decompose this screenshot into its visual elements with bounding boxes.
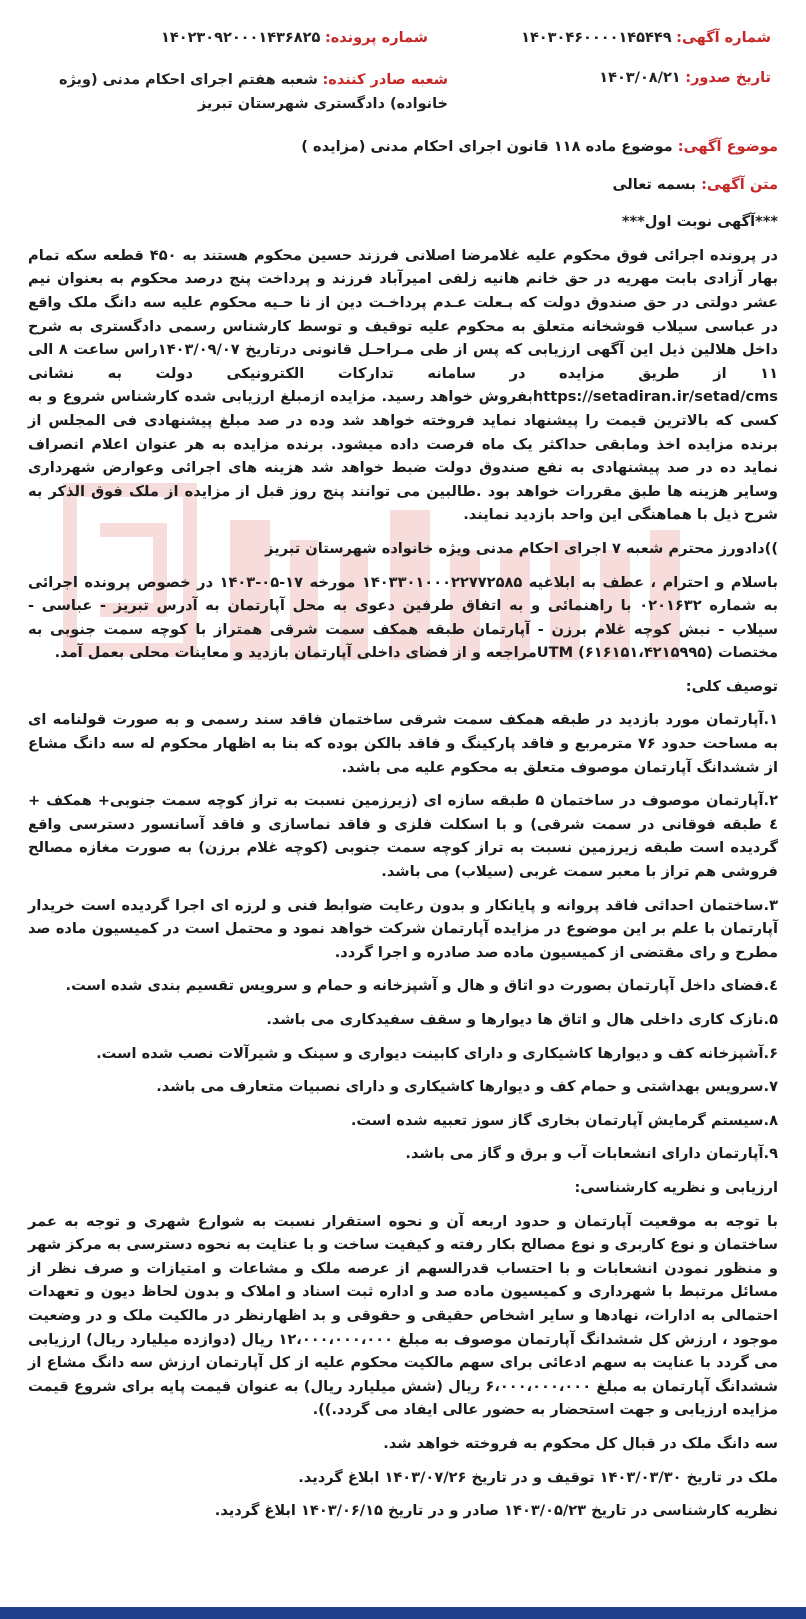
- issue-date-label: تاریخ صدور:: [685, 70, 771, 86]
- issue-date-row: [599, 70, 771, 86]
- description-item: ۸.سیستم گرمایش آپارتمان بخاری گاز سوز تعبیه شده است.: [350, 1111, 778, 1129]
- subject-value: موضوع ماده ۱۱۸ قانون اجرای احکام مدنی (مزایده ): [301, 138, 673, 155]
- intro-text-2: بفروش خواهد رسید. مزایده ازمبلغ ارزیابی شده کارشناس شروع و به کسی که بالاترین قیمت را پیشنهاد نماید فروخته خواهد شد وده در صد مبلغ پیشنهادی فی المجلس از برنده مزایده اخذ ومابقی حداکثر یک ماه فرصت داده میشود. برنده مزایده به هر عنوان اعلام انصراف نماید ده در صد پیشنهادی به نفع صندوق دولت ضبط خواهد شد هزینه های اجرائی وعوارض شهرداری وسایر هزینه ها طبق مقررات خواهد بود .طالبین می توانند پنج روز قبل از مزایده از ملک فوق الذکر به شرح ذیل با هماهنگی این واحد بازدید نمایند.: [28, 388, 778, 524]
- case-number-row: [161, 30, 428, 46]
- closing-line: ملک در تاریخ ۱۴۰۳/۰۳/۳۰ توقیف و در تاریخ ۱۴۰۳/۰۷/۲۶ ابلاغ گردید.: [298, 1468, 778, 1486]
- intro-url: https://setadiran.ir/setad/cms: [532, 388, 778, 406]
- notice-number-row: [521, 30, 771, 46]
- intro-text: در پرونده اجرائی فوق محکوم علیه غلامرضا اصلانی فرزند حسین محکوم هستند به ۴۵۰ قطعه سکه تمام بهار آزادی بابت مهریه در حق خانم هانیه زلفی امیرآباد فرزند و پرداخت پنج درصد محکوم به بعنوان نیم عشر دولتی در حق صندوق دولت که بـعلت عـدم پرداخـت دین از نا حـیه محکوم علیه سه دانگ ملک واقع در عباسی سیلاب قوشخانه متعلق به محکوم علیه توقیف و توسط کارشناس رسمی دادگستری به شرح داخل هلالین ذیل این آگهی ارزیابی که پس از طی مـراحـل قانونی درتاریخ ۱۴۰۳/۰۹/۰۷راس ساعت ۸ الی ۱۱ از طریق مزایده در سامانه تدارکات الکترونیکی دولت به نشانی: [28, 246, 779, 382]
- case-number: ۱۴۰۲۳۰۹۲۰۰۰۱۴۳۶۸۲۵: [161, 30, 321, 46]
- description-item: ۳.ساختمان احداثی فاقد پروانه و پایانکار و بدون رعایت ضوابط فنی و لرزه ای اجرا گردیده است خریدار آپارتمان با علم بر این موضوع در مزایده آپارتمان شرکت خواهد نمود و محتمل است در کمیسیون ماده صد مطرح و رای مقتضی از کمیسیون ماده صد صادره و اجرا گردد.: [28, 896, 778, 961]
- description-item: ۶.آشپزخانه کف و دیوارها کاشیکاری و دارای کابینت دیواری و سینک و شیرآلات نصب شده است.: [96, 1044, 778, 1062]
- description-item: ۷.سرویس بهداشتی و حمام کف و دیوارها کاشیکاری و دارای نصبیات متعارف می باشد.: [156, 1078, 778, 1096]
- evaluation-title: ارزیابی و نظریه کارشناسی:: [574, 1178, 778, 1196]
- description-item: ۱.آپارتمان مورد بازدید در طبقه همکف سمت شرقی ساختمان فاقد سند رسمی و به صورت قولنامه ای به مساحت حدود ۷۶ مترمربع و فاقد پارکینگ و فاقد بالکن بوده که بنا به اظهار محکوم له سه دانگ مشاع از ششدانگ آپارتمان موصوف متعلق به محکوم علیه می باشد.: [28, 711, 778, 776]
- subject-row: [28, 135, 778, 159]
- intro-paragraph: [28, 244, 778, 527]
- issuing-branch-label: شعبه صادر کننده:: [322, 72, 448, 88]
- text-header-value: بسمه تعالی: [612, 175, 696, 193]
- description-item: ٤.فضای داخل آپارتمان بصورت دو اتاق و هال و آشپزخانه و حمام و سرویس تقسیم بندی شده است.: [65, 977, 778, 995]
- closing-line: سه دانگ ملک در قبال کل محکوم به فروخته خواهد شد.: [383, 1434, 778, 1452]
- notice-number: ۱۴۰۳۰۴۶۰۰۰۰۱۴۵۴۴۹: [521, 30, 672, 46]
- case-number-label: شماره پرونده:: [324, 30, 428, 46]
- text-header-label: متن آگهی:: [701, 175, 778, 193]
- description-item: ۵.نازک کاری داخلی هال و اتاق ها دیوارها و سقف سفیدکاری می باشد.: [266, 1011, 778, 1028]
- closing-line: نظریه کارشناسی در تاریخ ۱۴۰۳/۰۵/۲۳ صادر و در تاریخ ۱۴۰۳/۰۶/۱۵ ابلاغ گردید.: [214, 1502, 778, 1520]
- text-header-row: [28, 173, 778, 197]
- issuing-branch-row: [48, 68, 448, 116]
- notice-number-label: شماره آگهی:: [676, 30, 771, 46]
- greeting-paragraph: باسلام و احترام ، عطف به ابلاغیه ۱۴۰۳۳۰۱۰۰۰۲۲۷۷۲۵۸۵ مورخه ۱۷-۰۵-۱۴۰۳ در خصوص پرونده اجرائی به شماره ۰۲۰۱۶۳۲ با راهنمائی و به اتفاق طرفین دعوی به محل آپارتمان به آدرس تبریز - عباسی - سیلاب - نبش کوچه غلام برزن - آپارتمان طبقه همکف سمت شرقی همتراز با کوچه سمت جنوبی به مختصات (۶۱۶۱۵۱،۴۲۱۵۹۹۵) UTMمراجعه و از فضای داخلی آپارتمان بازدید و معاینات محلی بعمل آمد.: [28, 573, 778, 662]
- subject-label: موضوع آگهی:: [677, 138, 778, 155]
- issuing-branch: شعبه هفتم اجرای احکام مدنی (ویژه خانواده) دادگستری شهرستان تبریز: [58, 72, 448, 112]
- notice-content: [28, 135, 778, 1533]
- description-item: ۲.آپارتمان موصوف در ساختمان ۵ طبقه سازه ای (زیرزمین نسبت به تراز کوچه سمت جنوبی+ همکف + ٤ طبقه فوقانی در سمت شرقی) و با اسکلت فلزی و فاقد نماسازی و فاقد آسانسور دسترسی واقع گردیده است طبقه زیرزمین نسبت به تراز کوچه سمت جنوبی (کوچه غلام برزن) به صورت مغازه مصالح فروشی هم تراز با معبر سمت غربی (سیلاب) می باشد.: [28, 792, 778, 881]
- description-item: ۹.آپارتمان دارای انشعابات آب و برق و گاز می باشد.: [405, 1145, 778, 1163]
- evaluation-paragraph: با توجه به موقعیت آپارتمان و حدود اربعه آن و نحوه استقرار نسبت به شوارع شهری و توجه به عمر ساختمان و نوع کاربری و نوع مصالح بکار رفته و کیفیت ساخت و با عنایت به نحوه دسترسی به مرکز شهر و منظور نمودن انشعابات و با احتساب قدرالسهم از عرصه ملک و مشاعات و امتیازات و صرف نظر از مسائل مرتبط با شهرداری و کمیسیون ماده صد و اداره ثبت اسناد و املاک و بدون لحاظ دیون و تعهدات احتمالی به ادارات، نهادها و سایر اشخاص حقیقی و حقوقی و بد اظهارنظر در مالکیت ملک و در وضعیت موجود ، ارزش کل ششدانگ آپارتمان موصوف به مبلغ ۱۲،۰۰۰،۰۰۰،۰۰۰ ریال (دوازده میلیارد ریال) ارزیابی می گردد با عنایت به سهم ادعائی برای سهم مالکیت محکوم علیه از کل آپارتمان ارزش سه دانگ مشاع از ششدانگ آپارتمان به مبلغ ۶،۰۰۰،۰۰۰،۰۰۰ ریال (شش میلیارد ریال) به عنوان قیمت پایه برای شروع قیمت مزایده ارزیابی و جهت استحضار به حضور عالی ایفاد می گردد.)).: [28, 1212, 778, 1419]
- general-description-title: توصیف کلی:: [685, 677, 778, 695]
- turn-line: ***آگهی نوبت اول***: [621, 213, 778, 231]
- bottom-bar: [0, 1607, 806, 1619]
- addressee: ))دادورز محترم شعبه ۷ اجرای احکام مدنی ویژه خانواده شهرستان تبریز: [265, 539, 778, 557]
- issue-date: ۱۴۰۳/۰۸/۲۱: [599, 70, 681, 86]
